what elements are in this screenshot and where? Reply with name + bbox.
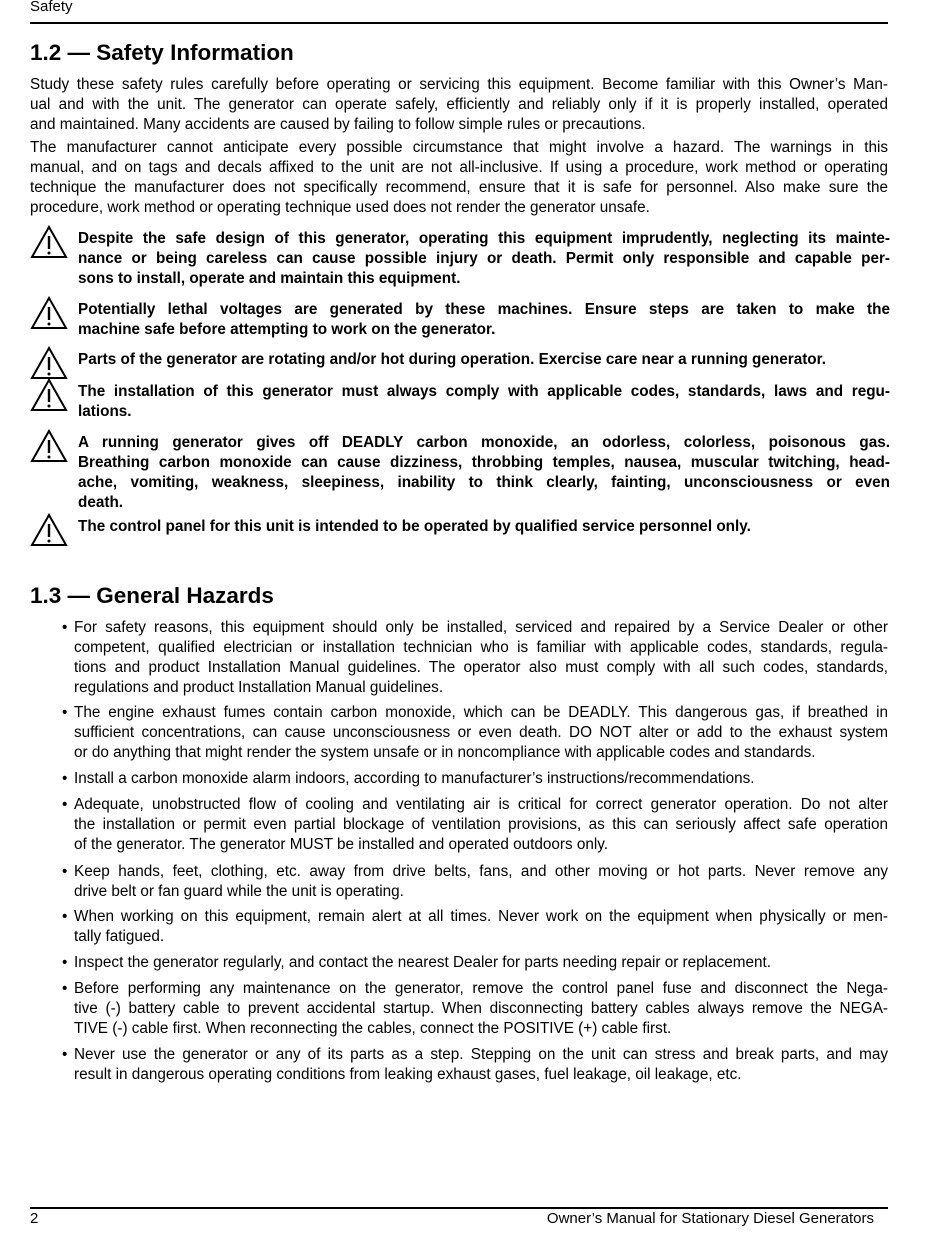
page-number: 2 bbox=[30, 1210, 39, 1227]
text-line: tions and product Installation Manual guidelines. The operator also must comply with all such codes, standards, bbox=[74, 659, 888, 676]
bullet-icon: • bbox=[62, 908, 68, 925]
text-line: tive (-) battery cable to prevent accidental startup. When disconnecting battery cables always remove the NEGA- bbox=[74, 1000, 888, 1017]
text-line: ual and with the unit. The generator can operate safely, efficiently and reliably only if it is properly installed, operated bbox=[30, 96, 888, 113]
hazard-text bbox=[74, 795, 888, 855]
bullet-icon: • bbox=[62, 796, 68, 813]
text-line: The engine exhaust fumes contain carbon monoxide, which can be DEADLY. This dangerous gas, if breathed in bbox=[74, 704, 888, 721]
text-line: ache, vomiting, weakness, sleepiness, inability to think clearly, fainting, unconsciousness or even bbox=[78, 474, 890, 491]
text-line: The manufacturer cannot anticipate every possible circumstance that might involve a hazard. The warnings in this bbox=[30, 139, 888, 156]
text-line: nance or being careless can cause possible injury or death. Permit only responsible and capable per- bbox=[78, 250, 890, 267]
text-line: result in dangerous operating conditions from leaking exhaust gases, fuel leakage, oil leakage, etc. bbox=[74, 1066, 742, 1083]
text-line: competent, qualified electrician or installation technician who is familiar with applicable codes, standards, regula- bbox=[74, 639, 888, 656]
hazard-text bbox=[74, 979, 888, 1039]
text-line: procedure, work method or operating technique used does not render the generator unsafe. bbox=[30, 199, 650, 216]
text-line: the installation or permit even partial blockage of ventilation provisions, as this can seriously affect safe operation bbox=[74, 816, 888, 833]
body-paragraph bbox=[30, 138, 888, 218]
hazard-text bbox=[74, 862, 888, 902]
bullet-icon: • bbox=[62, 1046, 68, 1063]
text-line: and maintained. Many accidents are caused by failing to follow simple rules or precautions. bbox=[30, 116, 646, 133]
text-line: A running generator gives off DEADLY carbon monoxide, an odorless, colorless, poisonous gas. bbox=[78, 434, 890, 451]
text-line: Keep hands, feet, clothing, etc. away from drive belts, fans, and other moving or hot parts. Never remove any bbox=[74, 863, 888, 880]
hazard-text bbox=[74, 907, 888, 947]
text-line: For safety reasons, this equipment should only be installed, serviced and repaired by a Service Dealer or other bbox=[74, 619, 888, 636]
bullet-icon: • bbox=[62, 980, 68, 997]
warning-text bbox=[78, 229, 890, 289]
warning-text bbox=[78, 433, 890, 513]
text-line: Study these safety rules carefully before operating or servicing this equipment. Become familiar with this Owner’s Man- bbox=[30, 76, 888, 93]
bullet-icon: • bbox=[62, 619, 68, 636]
text-line: technique the manufacturer does not specifically recommend, ensure that it is safe for personnel. Also make sure the bbox=[30, 179, 888, 196]
text-line: sufficient concentrations, can cause unconsciousness or even death. DO NOT alter or add to the exhaust system bbox=[74, 724, 888, 741]
bullet-icon: • bbox=[62, 704, 68, 721]
text-line: or do anything that might render the system unsafe or in noncompliance with applicable codes and standards. bbox=[74, 744, 816, 761]
hazard-text bbox=[74, 703, 888, 763]
hazard-text bbox=[74, 953, 888, 973]
text-line: Install a carbon monoxide alarm indoors, according to manufacturer’s instructions/recommendations. bbox=[74, 770, 755, 787]
text-line: regulations and product Installation Manual guidelines. bbox=[74, 679, 444, 696]
text-line: When working on this equipment, remain alert at all times. Never work on the equipment when physically or men- bbox=[74, 908, 888, 925]
footer-rule bbox=[30, 1207, 888, 1209]
section-title-safety-information: 1.2 — Safety Information bbox=[30, 40, 294, 65]
text-line: death. bbox=[78, 494, 124, 511]
warning-text bbox=[78, 517, 890, 537]
text-line: Despite the safe design of this generator, operating this equipment imprudently, neglecting its mainte- bbox=[78, 230, 890, 247]
warning-text bbox=[78, 300, 890, 340]
text-line: manual, and on tags and decals affixed to the unit are not all-inclusive. If using a procedure, work method or operating bbox=[30, 159, 888, 176]
text-line: drive belt or fan guard while the unit is operating. bbox=[74, 883, 404, 900]
hazard-text bbox=[74, 618, 888, 698]
text-line: Adequate, unobstructed flow of cooling and ventilating air is critical for correct generator operation. Do not alter bbox=[74, 796, 888, 813]
warning-text bbox=[78, 350, 890, 370]
bullet-icon: • bbox=[62, 954, 68, 971]
text-line: machine safe before attempting to work on the generator. bbox=[78, 321, 496, 338]
text-line: The installation of this generator must always comply with applicable codes, standards, laws and regu- bbox=[78, 383, 890, 400]
text-line: Potentially lethal voltages are generated by these machines. Ensure steps are taken to make the bbox=[78, 301, 890, 318]
text-line: The control panel for this unit is intended to be operated by qualified service personnel only. bbox=[78, 518, 751, 535]
bullet-icon: • bbox=[62, 863, 68, 880]
bullet-icon: • bbox=[62, 770, 68, 787]
hazard-text bbox=[74, 769, 888, 789]
text-line: Never use the generator or any of its parts as a step. Stepping on the unit can stress and break parts, and may bbox=[74, 1046, 888, 1063]
section-title-general-hazards: 1.3 — General Hazards bbox=[30, 583, 274, 608]
text-line: TIVE (-) cable first. When reconnecting the cables, connect the POSITIVE (+) cable first. bbox=[74, 1020, 672, 1037]
footer-title: Owner’s Manual for Stationary Diesel Generators bbox=[546, 1210, 874, 1227]
text-line: Breathing carbon monoxide can cause dizziness, throbbing temples, nausea, muscular twitching, head- bbox=[78, 454, 890, 471]
text-line: Before performing any maintenance on the generator, remove the control panel fuse and disconnect the Nega- bbox=[74, 980, 888, 997]
text-line: Parts of the generator are rotating and/or hot during operation. Exercise care near a running generator. bbox=[78, 351, 827, 368]
body-paragraph bbox=[30, 75, 888, 135]
header-rule bbox=[30, 22, 888, 24]
text-line: Inspect the generator regularly, and contact the nearest Dealer for parts needing repair or replacement. bbox=[74, 954, 771, 971]
text-line: of the generator. The generator MUST be installed and operated outdoors only. bbox=[74, 836, 609, 853]
running-header: Safety bbox=[30, 0, 73, 15]
hazard-text bbox=[74, 1045, 888, 1085]
warning-text bbox=[78, 382, 890, 422]
text-line: tally fatigued. bbox=[74, 928, 165, 945]
text-line: lations. bbox=[78, 403, 132, 420]
text-line: sons to install, operate and maintain this equipment. bbox=[78, 270, 461, 287]
